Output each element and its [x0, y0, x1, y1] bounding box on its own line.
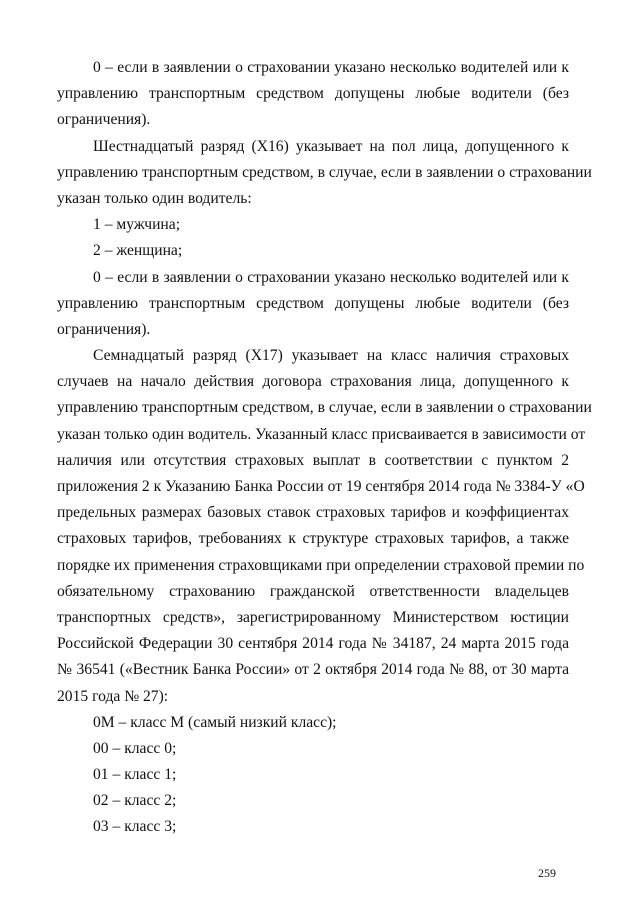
text-line: транспортных средств», зарегистрированному Министерством юстиции: [57, 608, 569, 626]
text-line: управлению транспортным средством допущены любые водители (без: [57, 85, 569, 103]
text-line: 2015 года № 27):: [57, 687, 169, 705]
text-line: приложения 2 к Указанию Банка России от 19 сентября 2014 года № 3384-У «О: [57, 478, 585, 495]
text-line: 00 – класс 0;: [93, 739, 177, 757]
text-line: наличия или отсутствия страховых выплат в соответствии с пунктом 2: [57, 451, 569, 469]
page-number: 259: [538, 866, 556, 880]
text-line: Российской Федерации 30 сентября 2014 года № 34187, 24 марта 2015 года: [57, 635, 569, 653]
text-line: случаев на начало действия договора страхования лица, допущенного к: [57, 373, 569, 391]
text-line: страховых тарифов, требованиях к структуре страховых тарифов, а также: [57, 530, 569, 548]
text-line: 02 – класс 2;: [93, 792, 177, 810]
text-line: порядке их применения страховщиками при определении страховой премии по: [57, 556, 585, 574]
page-text: [57, 55, 592, 841]
text-line: управлению транспортным средством, в случае, если в заявлении о страховании: [57, 163, 592, 181]
text-line: управлению транспортным средством допущены любые водители (без: [57, 294, 569, 312]
text-line: 01 – класс 1;: [93, 766, 177, 784]
text-line: ограничения).: [57, 320, 151, 338]
text-line: предельных размерах базовых ставок страховых тарифов и коэффициентах: [57, 504, 569, 522]
text-line: указан только один водитель:: [57, 189, 252, 207]
text-line: управлению транспортным средством, в случае, если в заявлении о страховании: [57, 399, 592, 417]
text-line: указан только один водитель. Указанный класс присваивается в зависимости от: [57, 425, 586, 443]
text-line: Шестнадцатый разряд (X16) указывает на пол лица, допущенного к: [93, 137, 569, 155]
text-line: 2 – женщина;: [93, 242, 183, 260]
text-line: 0М – класс М (самый низкий класс);: [93, 713, 337, 731]
text-line: Семнадцатый разряд (X17) указывает на класс наличия страховых: [93, 347, 569, 365]
text-line: обязательному страхованию гражданской ответственности владельцев: [57, 582, 569, 600]
text-line: 03 – класс 3;: [93, 818, 177, 836]
text-line: 0 – если в заявлении о страховании указано несколько водителей или к: [93, 59, 569, 76]
text-line: ограничения).: [57, 111, 151, 129]
text-line: № 36541 («Вестник Банка России» от 2 октября 2014 года № 88, от 30 марта: [57, 661, 569, 679]
text-line: 1 – мужчина;: [93, 216, 181, 234]
text-line: 0 – если в заявлении о страховании указано несколько водителей или к: [93, 268, 569, 286]
